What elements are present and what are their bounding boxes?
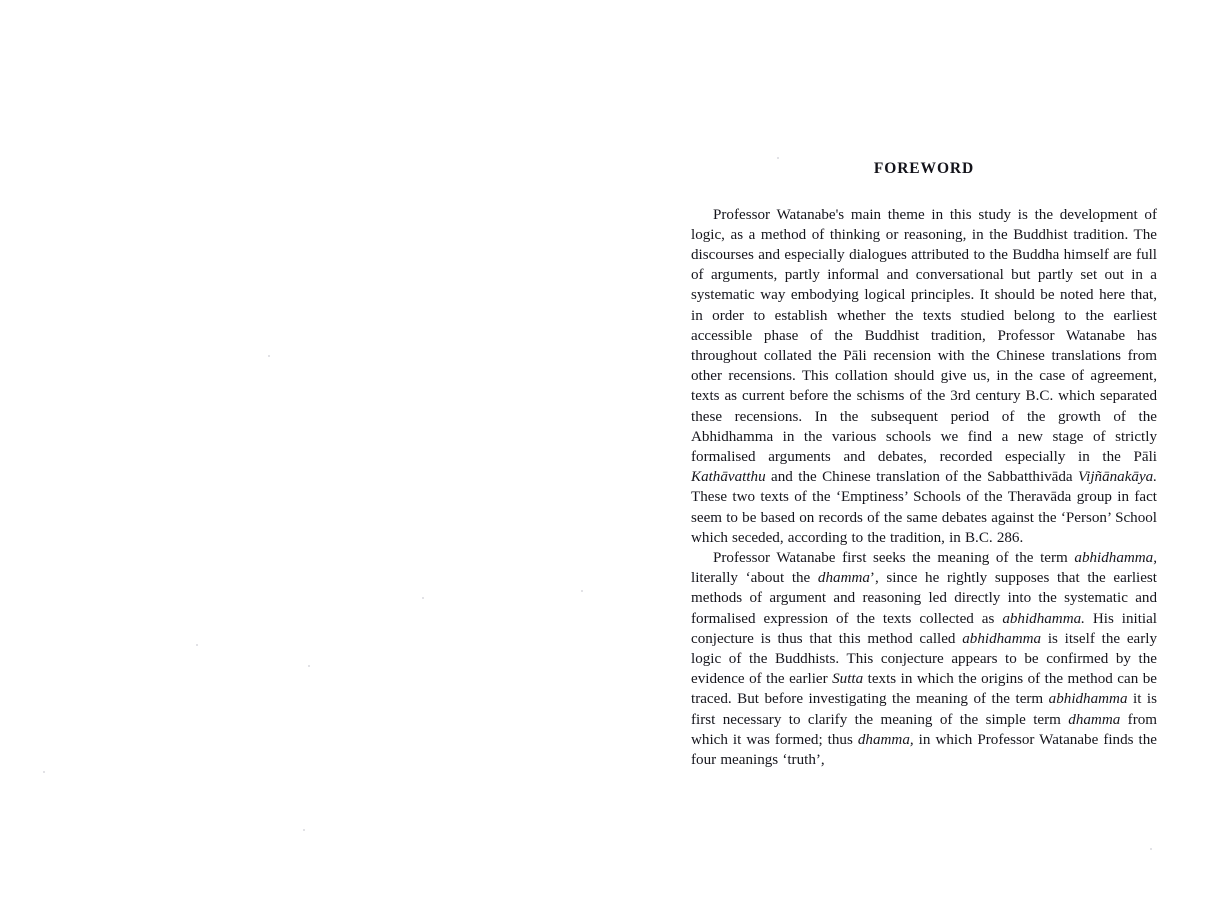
text-run: from which it was formed; thus <box>691 711 1158 748</box>
text-run: texts in which the origins of the method can be traced. But before investigating the meaning of the term <box>691 671 1157 708</box>
italic-term: Vijñānakāya. <box>1078 469 1157 486</box>
text-run: ’, since he rightly supposes that the earliest methods of argument and reasoning led directly into the systematic and formalised expression of the texts collected as <box>691 570 1157 627</box>
text-run: Professor Watanabe's main theme in this study is the development of logic, as a method of thinking or reasoning, in the Buddhist tradition. The discourses and especially dialogues attributed to the Buddha himself are full of arguments, partly informal and conversational but partly set out in a systematic way embodying logical principles. It should be noted here that, in order to establish whether the texts studied belong to the earliest accessible phase of the Buddhist tradition, Professor Watanabe has throughout collated the Pāli recension with the Chinese translations from other recensions. This collation should give us, in the case of agreement, texts as current before the schisms of the 3rd century B.C. which separated these recensions. In the subsequent period of the growth of the Abhidhamma in the various schools we find a new stage of strictly formalised arguments and debates, recorded especially in the Pāli <box>691 206 1157 466</box>
scan-speckle <box>777 157 779 159</box>
italic-term: Kathāvatthu <box>691 469 766 486</box>
text-column <box>691 160 1157 770</box>
italic-term: abhidhamma <box>1074 550 1154 567</box>
scan-speckle <box>581 590 583 592</box>
text-run: Professor Watanabe first seeks the meaning of the term <box>713 550 1075 567</box>
scan-speckle <box>1150 848 1152 850</box>
text-run: These two texts of the ‘Emptiness’ Schools of the Theravāda group in fact seem to be based on records of the same debates against the ‘Person’ School which seceded, according to the tradition, in B.C. 286. <box>691 489 1157 546</box>
text-run: His initial conjecture is thus that this method called <box>691 610 1157 647</box>
paragraph <box>691 548 1157 770</box>
text-run: , literally ‘about the <box>691 550 1157 587</box>
scan-speckle <box>308 665 310 667</box>
italic-term: dhamma <box>1068 711 1121 728</box>
italic-term: dhamma, <box>857 731 914 748</box>
text-run: in which Professor Watanabe finds the four meanings ‘truth’, <box>691 731 1157 769</box>
italic-term: abhidhamma <box>962 630 1042 647</box>
italic-term: Sutta <box>832 671 864 688</box>
italic-term: abhidhamma <box>1048 691 1128 708</box>
paragraph <box>691 205 1157 548</box>
scan-speckle <box>196 644 198 646</box>
text-run: and the Chinese translation of the Sabbatthivāda <box>765 469 1079 486</box>
scan-speckle <box>268 355 270 357</box>
scan-speckle <box>43 771 45 773</box>
scan-speckle <box>422 597 424 599</box>
page-title: FOREWORD <box>873 160 975 177</box>
italic-term: abhidhamma. <box>1002 610 1085 627</box>
italic-term: dhamma <box>817 570 870 587</box>
text-run: it is first necessary to clarify the meaning of the simple term <box>691 691 1157 728</box>
text-run: is itself the early logic of the Buddhists. This conjecture appears to be confirmed by the evidence of the earlier <box>691 630 1158 688</box>
scan-speckle <box>303 829 305 831</box>
